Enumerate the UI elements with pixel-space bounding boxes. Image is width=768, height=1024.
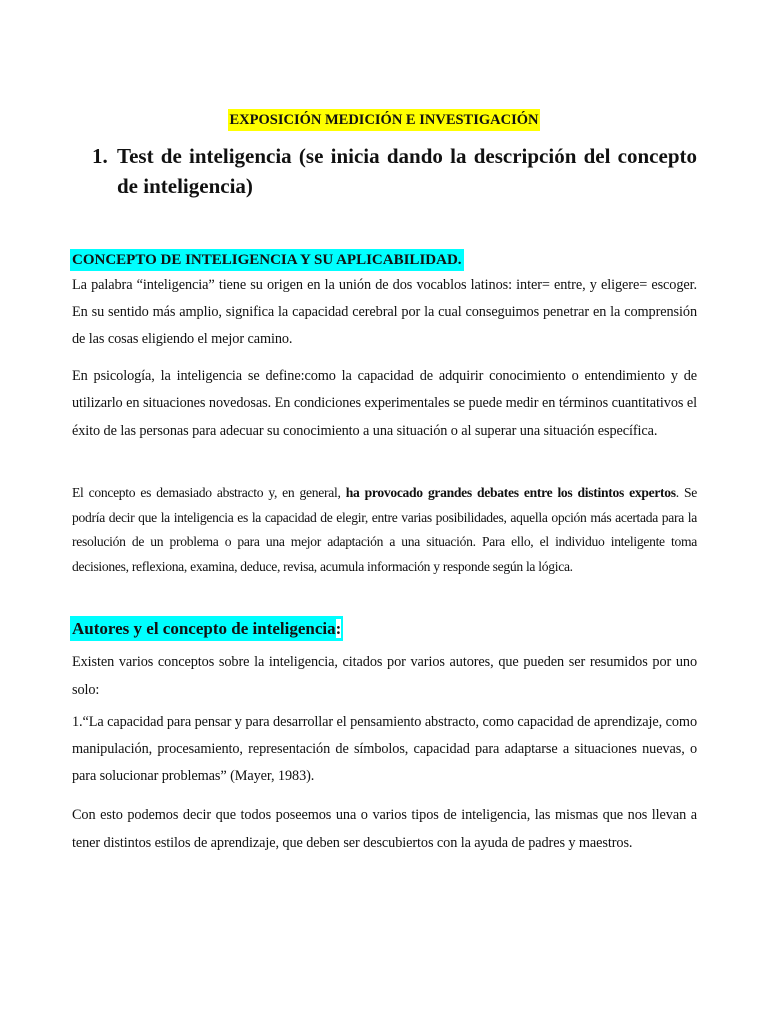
paragraph-abstracto-end: . Se podría decir que la inteligencia es la capacidad de elegir, entre varias posibilidades, aquella opción más acertada para la resolución de un problema o para una mejor adaptación a una situación. Para ello, el individuo inteligente toma decisiones, reflexiona, examina, deduce, revisa, acumula información y responde según la lógica. (72, 485, 697, 574)
section-heading-autores-colon: : (335, 619, 342, 638)
numbered-heading (92, 141, 697, 201)
document-title: EXPOSICIÓN MEDICIÓN E INVESTIGACIÓN (228, 109, 541, 131)
title-container (0, 109, 768, 131)
paragraph-conceptos: Existen varios conceptos sobre la inteligencia, citados por varios autores, que pueden ser resumidos por uno solo: (72, 654, 697, 698)
paragraph-conclusion: Con esto podemos decir que todos poseemos una o varios tipos de inteligencia, las mismas que nos llevan a tener distintos estilos de aprendizaje, que deben ser descubiertos con la ayuda de padres y maestros. (72, 807, 697, 851)
paragraph-origen: La palabra “inteligencia” tiene su origen en la unión de dos vocablos latinos: inter= entre, y eligere= escoger. En su sentido más amplio, significa la capacidad cerebral por la cual conseguimos penetrar en la comprensión de las cosas eligiendo el mejor camino. (72, 277, 697, 347)
section-heading-autores-text: Autores y el concepto de inteligencia (72, 619, 336, 638)
list-heading-text: Test de inteligencia (se inicia dando la descripción del concepto de inteligencia) (117, 144, 697, 198)
paragraph-abstracto-bold: ha provocado grandes debates entre los distintos expertos (345, 485, 676, 500)
section-heading-autores (70, 616, 343, 641)
list-number: 1. (92, 144, 108, 168)
paragraph-psicologia: En psicología, la inteligencia se define:como la capacidad de adquirir conocimiento o entendimiento y de utilizarlo en situaciones novedosas. En condiciones experimentales se puede medir en términos cuantitativos el éxito de las personas para adecuar su conocimiento a una situación o al superar una situación específica. (72, 368, 697, 439)
paragraph-abstracto (72, 481, 697, 579)
paragraph-abstracto-start: El concepto es demasiado abstracto y, en general, (72, 485, 346, 500)
paragraph-cita-mayer: 1.“La capacidad para pensar y para desarrollar el pensamiento abstracto, como capacidad de aprendizaje, como manipulación, procesamiento, representación de símbolos, capacidad para adaptarse a situaciones nuevas, o para solucionar problemas” (Mayer, 1983). (72, 714, 697, 784)
section-heading-concepto: CONCEPTO DE INTELIGENCIA Y SU APLICABILIDAD. (70, 249, 464, 271)
